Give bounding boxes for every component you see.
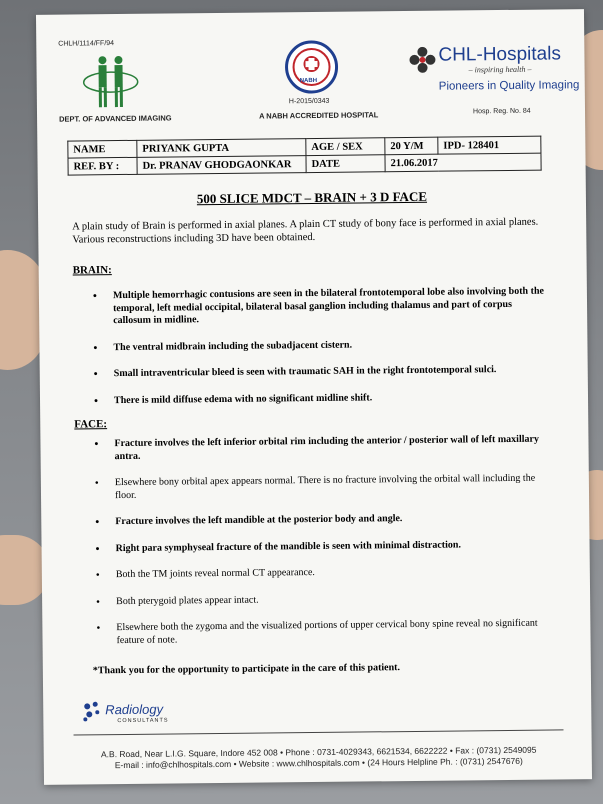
face-findings bbox=[78, 434, 550, 662]
ipd-number: IPD- 128401 bbox=[438, 136, 541, 154]
patient-age-sex: 20 Y/M bbox=[385, 137, 438, 155]
patient-info-table bbox=[67, 136, 541, 176]
nabh-registration: H-2015/0343 bbox=[288, 97, 330, 106]
list-item: • Both pterygoid plates appear intact. bbox=[80, 591, 550, 608]
hospital-registration: Hosp. Reg. No. 84 bbox=[472, 107, 531, 116]
brain-findings bbox=[77, 286, 548, 422]
brand-slogan: Pioneers in Quality Imaging bbox=[438, 79, 580, 93]
name-label: NAME bbox=[68, 140, 137, 158]
patient-name: PRIYANK GUPTA bbox=[137, 139, 306, 158]
report-date: 21.06.2017 bbox=[385, 153, 541, 172]
nabh-accreditation: A NABH ACCREDITED HOSPITAL bbox=[259, 110, 379, 121]
face-heading: FACE: bbox=[74, 418, 108, 431]
brain-heading: BRAIN: bbox=[72, 264, 112, 277]
department: DEPT. OF ADVANCED IMAGING bbox=[59, 113, 172, 124]
footer-address: A.B. Road, Near L.I.G. Square, Indore 452 008 • Phone : 0731-4029343, 6621534, 6622222 • Fax : (0731) 2549095 bbox=[100, 744, 537, 760]
radiology-logo-text: Radiology bbox=[105, 701, 164, 718]
date-label: DATE bbox=[306, 155, 385, 173]
report-title: 500 SLICE MDCT – BRAIN + 3 D FACE bbox=[196, 188, 428, 207]
list-item: • The ventral midbrain including the subadjacent cistern. bbox=[77, 337, 547, 354]
brand-name: CHL-Hospitals bbox=[438, 43, 562, 66]
ref-by-label: REF. BY : bbox=[68, 157, 137, 175]
nabh-logo-text: NABH bbox=[299, 77, 318, 85]
referring-doctor: Dr. PRANAV GHODGAONKAR bbox=[137, 156, 306, 175]
list-item: • There is mild diffuse edema with no significant midline shift. bbox=[78, 390, 548, 407]
list-item: • Elsewhere both the zygoma and the visualized portions of upper cervical bony spine reveal no significant feature of note. bbox=[80, 618, 550, 648]
list-item: • Both the TM joints reveal normal CT appearance. bbox=[80, 565, 550, 582]
list-item: • Fracture involves the left inferior orbital rim including the anterior / posterior wall of left maxillary antra. bbox=[78, 434, 548, 464]
list-item: • Fracture involves the left mandible at the posterior body and angle. bbox=[79, 512, 549, 529]
thank-you-note: *Thank you for the opportunity to participate in the care of this patient. bbox=[92, 662, 401, 677]
anatomy-logo-icon bbox=[80, 52, 141, 111]
radiology-logo-icon bbox=[81, 700, 103, 722]
report-intro: A plain study of Brain is performed in axial planes. A plain CT study of bony face is performed in axial planes. Various reconstructions including 3D have been obtained. bbox=[72, 216, 539, 246]
list-item: • Right para symphyseal fracture of the mandible is seen with minimal distraction. bbox=[80, 538, 550, 555]
radiology-logo-sub: CONSULTANTS bbox=[117, 717, 169, 725]
ref-code: CHLH/1114/FF/94 bbox=[58, 40, 115, 48]
age-sex-label: AGE / SEX bbox=[306, 138, 385, 156]
brand-tagline: – inspiring health – bbox=[468, 64, 532, 75]
nabh-seal-icon bbox=[284, 40, 339, 95]
list-item: • Small intraventricular bleed is seen with traumatic SAH in the right frontotemporal sulci. bbox=[78, 364, 548, 381]
list-item: • Multiple hemorrhagic contusions are seen in the bilateral frontotemporal lobe also involving both the temporal, left medial occipital, bilateral basal ganglion including thalamus and part of corpus callosum in midline. bbox=[77, 286, 547, 328]
chl-flower-icon bbox=[409, 47, 435, 73]
footer-contact bbox=[74, 729, 564, 771]
list-item: • Elsewhere bony orbital apex appears normal. There is no fracture involving the orbital wall including the floor. bbox=[79, 473, 549, 503]
report-sheet bbox=[36, 9, 592, 785]
footer-email-web: E-mail : info@chlhospitals.com • Website : www.chlhospitals.com • (24 Hours Helpline Ph. : (0731) 2547676) bbox=[114, 755, 523, 771]
